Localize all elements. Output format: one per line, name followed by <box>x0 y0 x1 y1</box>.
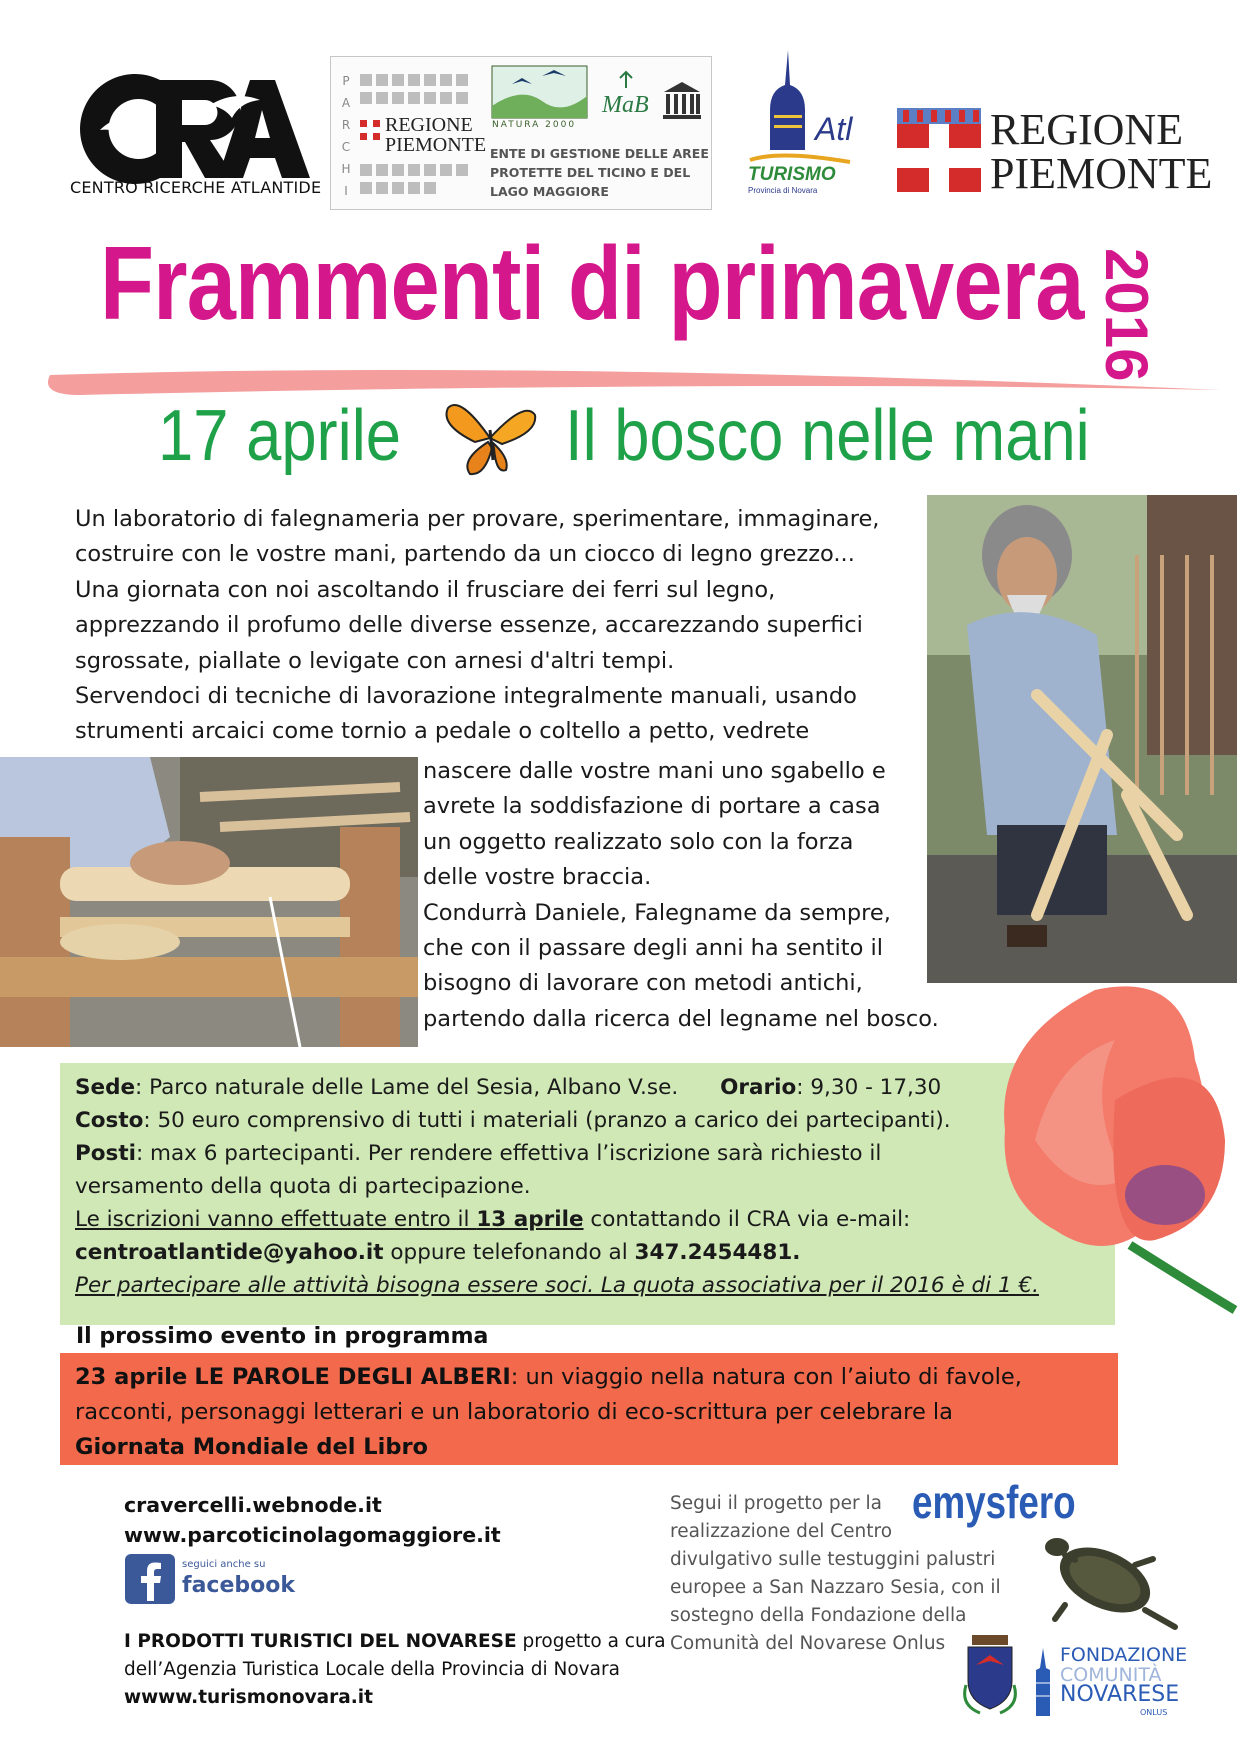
footer-links <box>124 1490 501 1550</box>
link-turismonovara[interactable]: wwww.turismonovara.it <box>124 1687 373 1708</box>
turtle-icon <box>1035 1515 1185 1630</box>
svg-text:2016: 2016 <box>1093 248 1160 382</box>
svg-text:MaB: MaB <box>602 92 649 118</box>
fondazione-onlus: ONLUS <box>1140 1708 1168 1717</box>
emysfero-description: Segui il progetto per la realizzazione del Centro divulgativo sulle testuggini palustri europee a San Nazzaro Sesia, con il sostegno della Fondazione della Comunità del Novarese Onlus <box>670 1493 1001 1654</box>
prodotti-turistici-text: I PRODOTTI TURISTICI DEL NOVARESE progetto a cura dell’Agenzia Turistica Locale della Provincia di Novara wwww.turismonovara.it <box>124 1628 666 1712</box>
unesco-logo <box>660 78 704 122</box>
atl-turismo-logo <box>740 40 860 200</box>
municipal-crest-icon <box>960 1635 1020 1715</box>
facebook-badge[interactable]: seguici anche su facebook <box>124 1553 274 1605</box>
link-cravercelli[interactable]: cravercelli.webnode.it <box>124 1493 382 1517</box>
info-sede-line: Sede: Parco naturale delle Lame del Sesia, Albano V.se. Orario: 9,30 - 17,30 <box>75 1075 942 1100</box>
ente-gestione-text: ENTE DI GESTIONE DELLE AREE PROTETTE DEL TICINO E DEL LAGO MAGGIORE <box>490 146 709 199</box>
poster-title: Frammenti di primavera <box>100 226 1084 342</box>
intro-paragraph: Un laboratorio di falegnameria per provare, sperimentare, immaginare, costruire con le vostre mani, partendo da un ciocco di legno grezzo... Una giornata con noi ascoltando il frusciare dei ferri sul legno, apprezzando il profumo delle diverse essenze, accarezzando superfici sgrossate, piallate o levigate con arnesi d'altri tempi. Servendoci di tecniche di lavorazione integralmente manuali, usando strumenti arcaici come tornio a pedale o coltello a petto, vedrete <box>75 506 880 745</box>
event-subtitle: Il bosco nelle mani <box>565 396 1090 476</box>
mab-logo <box>596 70 656 120</box>
photo-lathe <box>0 757 418 1047</box>
year-label <box>1048 240 1160 382</box>
fondazione-tower-icon <box>1028 1648 1058 1716</box>
parchi-vertical-label: P A R C H I <box>341 74 351 198</box>
regione-piemonte-flag <box>897 108 981 192</box>
natura-2000-label: NATURA 2000 <box>492 120 577 130</box>
info-posti-line: Posti: max 6 partecipanti. Per rendere effettiva l’iscrizione sarà richiesto il <box>75 1141 882 1166</box>
atl-turismo: TURISMO <box>748 164 836 185</box>
next-event-title: LE PAROLE DEGLI ALBERI <box>194 1364 511 1390</box>
next-event-heading: Il prossimo evento in programma <box>76 1324 489 1349</box>
link-parcoticino[interactable]: www.parcoticinolagomaggiore.it <box>124 1523 501 1547</box>
phone-number[interactable]: 347.2454481. <box>634 1240 801 1265</box>
email-link[interactable]: centroatlantide@yahoo.it <box>75 1240 384 1265</box>
emysfero-logo: emysfero <box>912 1476 1076 1528</box>
butterfly-icon <box>440 390 540 480</box>
next-event-date: 23 aprile <box>75 1364 188 1390</box>
atl-provincia: Provincia di Novara <box>748 186 818 195</box>
info-costo-line: Costo: 50 euro comprensivo di tutti i materiali (pranzo a carico dei partecipanti). <box>75 1108 951 1133</box>
photo-carpenter <box>927 495 1237 983</box>
info-contact-line: centroatlantide@yahoo.it oppure telefonando al 347.2454481. <box>75 1240 801 1265</box>
event-date: 17 aprile <box>158 396 402 476</box>
regione-piemonte-text: REGIONE PIEMONTE <box>990 105 1213 198</box>
facebook-icon <box>124 1553 176 1605</box>
info-content <box>75 1071 1039 1302</box>
next-event-content: 23 aprile LE PAROLE DEGLI ALBERI: un viaggio nella natura con l’aiuto di favole, racconti, personaggi letterari e un laboratorio di eco-scrittura per celebrare la Giornata Mondiale del Libro <box>75 1364 1022 1460</box>
fondazione-comunita-text: FONDAZIONE COMUNITÀ NOVARESE <box>1060 1644 1188 1707</box>
soci-note: Per partecipare alle attività bisogna essere soci. La quota associativa per il 2016 è di 1 €. <box>75 1273 1039 1298</box>
wrap-paragraph: nascere dalle vostre mani uno sgabello e avrete la soddisfazione di portare a casa un oggetto realizzato solo con la forza delle vostre braccia. Condurrà Daniele, Falegname da sempre, che con il passare degli anni ha sentito il bisogno di lavorare con metodi antichi, partendo dalla ricerca del legname nel bosco. <box>423 758 939 1032</box>
poppy-flower-image <box>965 980 1240 1350</box>
atl-label: Atl <box>815 111 853 147</box>
info-posti-line-2: versamento della quota di partecipazione. <box>75 1174 531 1199</box>
cra-caption: CENTRO RICERCHE ATLANTIDE <box>70 178 322 197</box>
parchi-regione-text: REGIONE PIEMONTE <box>385 114 487 156</box>
info-iscrizioni-line: Le iscrizioni vanno effettuate entro il 13 aprile contattando il CRA via e-mail: <box>75 1207 911 1232</box>
